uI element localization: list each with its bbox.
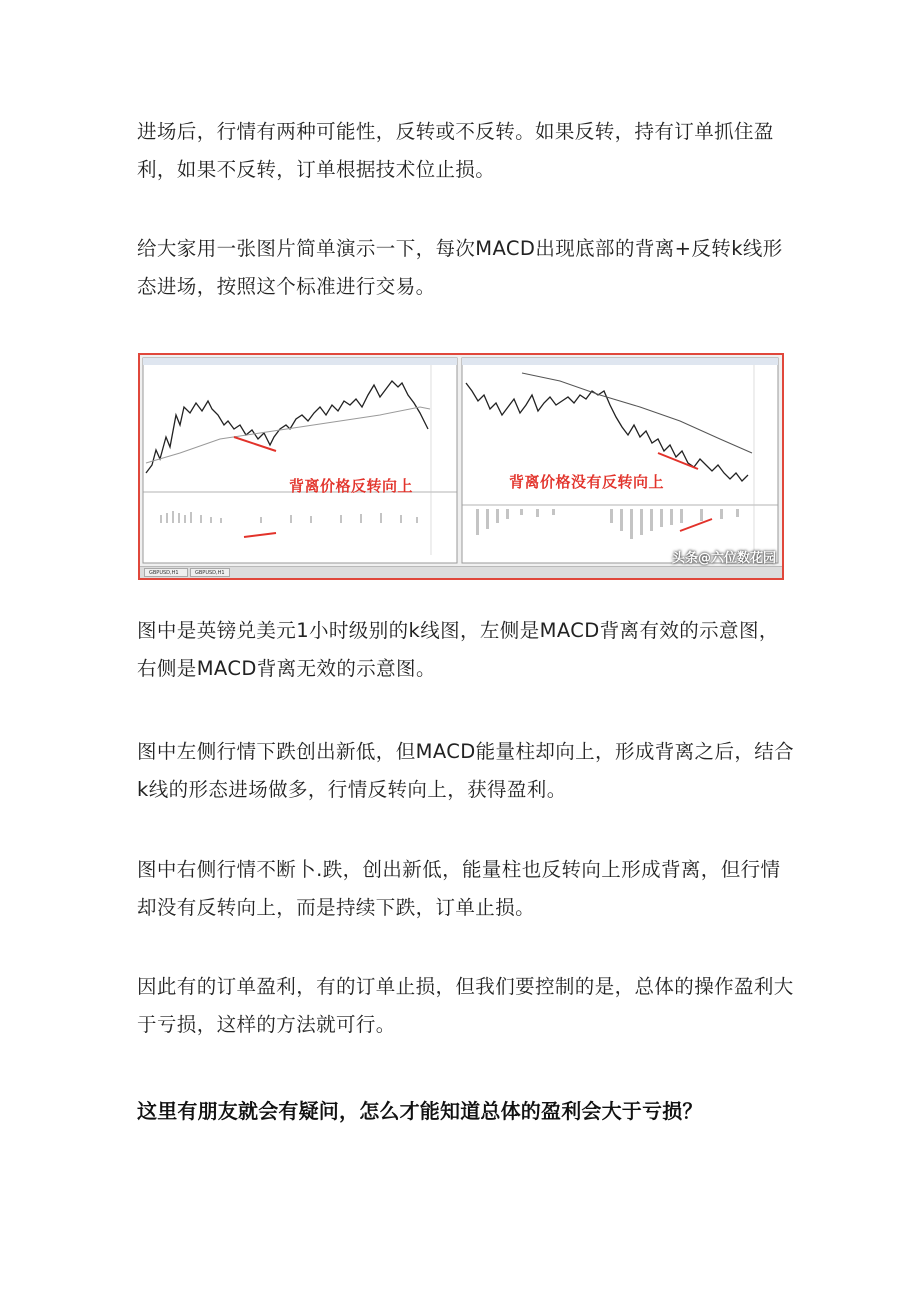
label-divergence-reversal: 背离价格反转向上	[289, 477, 414, 495]
chart-tab-1[interactable]: GBPUSD,H1	[144, 568, 188, 577]
macd-chart-figure	[138, 353, 784, 580]
right-chart-titlebar	[462, 358, 778, 365]
paragraph-2: 给大家用一张图片简单演示一下，每次MACD出现底部的背离+反转k线形态进场，按照这个标准进行交易。	[137, 237, 783, 298]
label-divergence-no-reversal: 背离价格没有反转向上	[509, 473, 665, 491]
paragraph-1: 进场后，行情有两种可能性，反转或不反转。如果反转，持有订单抓住盈利，如果不反转，订单根据技术位止损。	[137, 120, 774, 181]
paragraph-3: 图中是英镑兑美元1小时级别的k线图，左侧是MACD背离有效的示意图，右侧是MACD背离无效的示意图。	[137, 619, 779, 680]
watermark: 头条@六位数花园	[671, 551, 776, 566]
left-chart-window	[143, 358, 457, 563]
chart-canvas	[140, 355, 782, 567]
right-chart-window	[462, 358, 778, 563]
chart-tab-bar	[140, 566, 782, 578]
paragraph-4: 图中左侧行情下跌创出新低，但MACD能量柱却向上，形成背离之后，结合k线的形态进场做多，行情反转向上，获得盈利。	[137, 740, 795, 801]
left-chart-titlebar	[143, 358, 457, 365]
section-heading: 这里有朋友就会有疑问，怎么才能知道总体的盈利会大于亏损？	[137, 1099, 703, 1123]
paragraph-5: 图中右侧行情不断卜.跌，创出新低，能量柱也反转向上形成背离，但行情却没有反转向上，而是持续下跌，订单止损。	[137, 858, 781, 919]
paragraph-6: 因此有的订单盈利，有的订单止损，但我们要控制的是，总体的操作盈利大于亏损，这样的方法就可行。	[137, 975, 794, 1036]
chart-tab-2[interactable]: GBPUSD,H1	[190, 568, 230, 577]
